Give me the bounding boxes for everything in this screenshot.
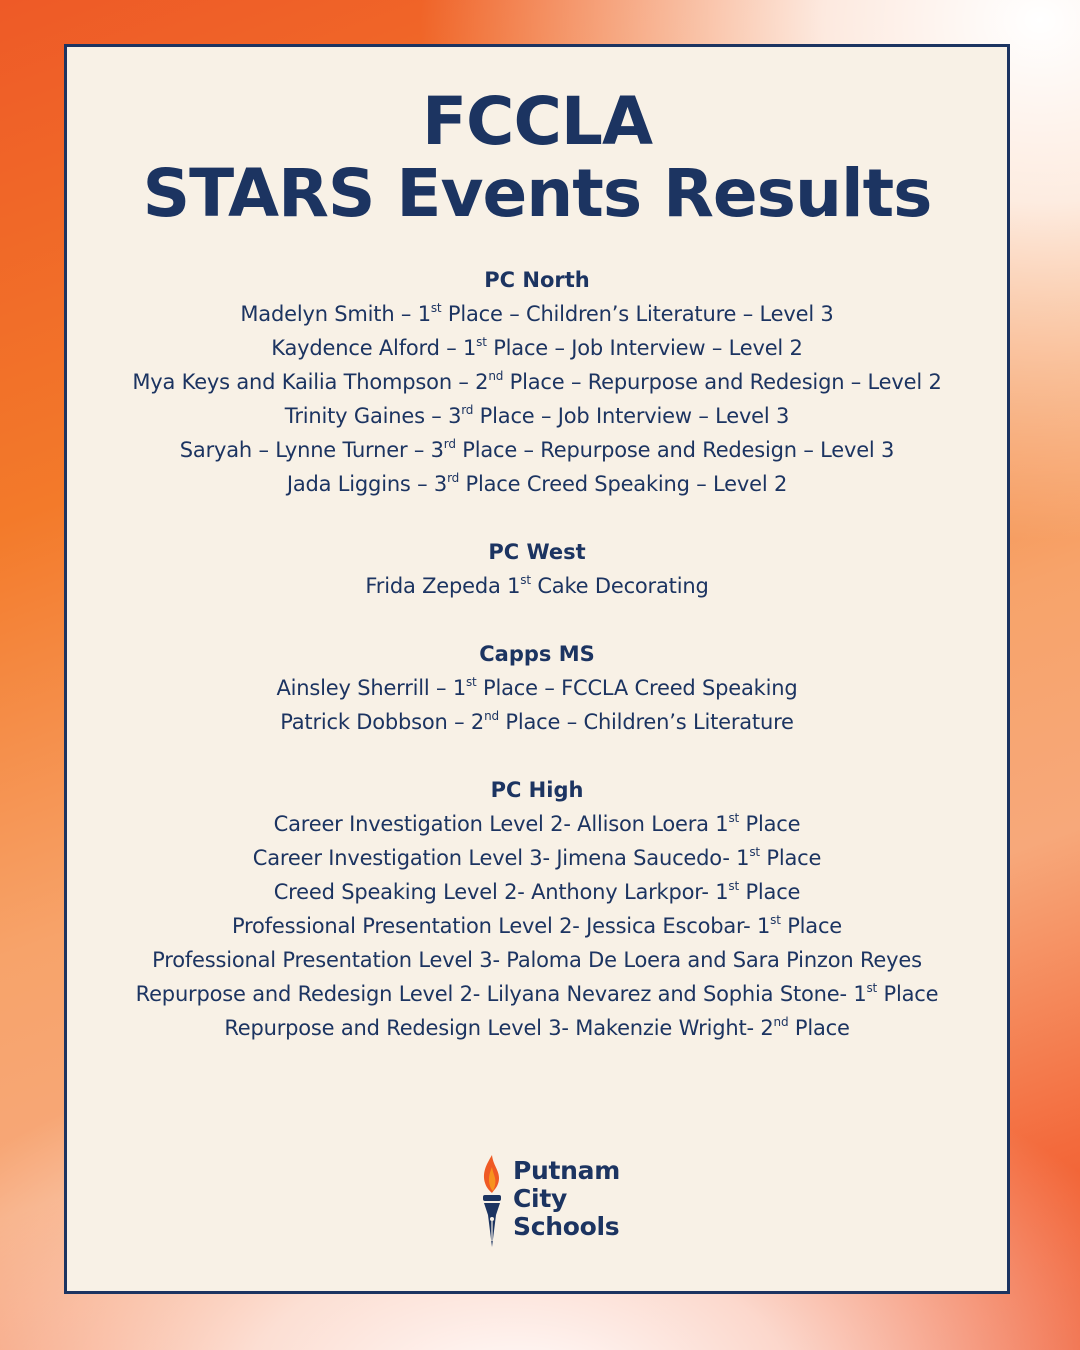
result-text: Ainsley Sherrill – 1 bbox=[276, 676, 466, 700]
section-heading: PC High bbox=[490, 778, 584, 802]
result-text-rest: Place bbox=[738, 880, 801, 904]
result-line bbox=[67, 841, 1007, 875]
page-title-line-1: FCCLA bbox=[421, 83, 653, 160]
ordinal-suffix: rd bbox=[461, 403, 474, 417]
result-text-rest: Place bbox=[877, 982, 939, 1006]
result-text-rest: Place bbox=[780, 914, 843, 938]
result-text-rest: Place bbox=[739, 812, 801, 836]
result-text-rest: Place – Children’s Literature bbox=[498, 710, 794, 734]
ordinal-suffix: st bbox=[520, 573, 531, 587]
section-heading: PC North bbox=[484, 268, 590, 292]
result-text-rest: Place bbox=[759, 846, 822, 870]
result-line bbox=[67, 331, 1007, 365]
result-line bbox=[67, 569, 1007, 603]
ordinal-suffix: nd bbox=[773, 1015, 789, 1029]
result-text-rest: Place – Job Interview – Level 3 bbox=[473, 404, 790, 428]
result-text: Mya Keys and Kailia Thompson – 2 bbox=[132, 370, 489, 394]
result-line bbox=[67, 705, 1007, 739]
result-text: Career Investigation Level 3- Jimena Saucedo- 1 bbox=[252, 846, 750, 870]
ordinal-suffix: st bbox=[430, 301, 442, 315]
result-text: Saryah – Lynne Turner – 3 bbox=[179, 438, 444, 462]
logo-wordmark bbox=[513, 1157, 620, 1241]
result-line bbox=[67, 807, 1007, 841]
result-line bbox=[67, 977, 1007, 1011]
result-text: Repurpose and Redesign Level 2- Lilyana Nevarez and Sophia Stone- 1 bbox=[135, 982, 867, 1006]
result-text: Jada Liggins – 3 bbox=[286, 472, 448, 496]
ordinal-suffix: st bbox=[770, 913, 781, 927]
result-text: Creed Speaking Level 2- Anthony Larkpor- 1 bbox=[273, 880, 729, 904]
result-line bbox=[67, 433, 1007, 467]
results-list bbox=[67, 263, 1007, 1079]
result-text: Professional Presentation Level 2- Jessica Escobar- 1 bbox=[231, 914, 771, 938]
result-line bbox=[67, 399, 1007, 433]
ordinal-suffix: st bbox=[728, 811, 740, 825]
logo-text-line-3: Schools bbox=[513, 1212, 620, 1241]
result-text-rest: Place – Repurpose and Redesign – Level 3 bbox=[455, 438, 895, 462]
section bbox=[67, 535, 1007, 603]
result-text: Frida Zepeda 1 bbox=[365, 574, 521, 598]
section-heading: PC West bbox=[488, 540, 586, 564]
section bbox=[67, 263, 1007, 501]
ordinal-suffix: st bbox=[749, 845, 760, 859]
ordinal-suffix: st bbox=[728, 879, 739, 893]
putnam-city-schools-logo bbox=[477, 1153, 637, 1249]
result-text-rest: Place – Job Interview – Level 2 bbox=[486, 336, 803, 360]
result-line bbox=[67, 671, 1007, 705]
result-line bbox=[67, 297, 1007, 331]
result-text-rest: Place – Children’s Literature – Level 3 bbox=[441, 302, 834, 326]
result-line bbox=[67, 875, 1007, 909]
result-text: Repurpose and Redesign Level 3- Makenzie Wright- 2 bbox=[224, 1016, 774, 1040]
ordinal-suffix: st bbox=[866, 981, 878, 995]
result-text-rest: Cake Decorating bbox=[530, 574, 709, 598]
result-line bbox=[67, 1011, 1007, 1045]
ordinal-suffix: st bbox=[476, 335, 487, 349]
ordinal-suffix: rd bbox=[447, 471, 460, 485]
result-text: Patrick Dobbson – 2 bbox=[280, 710, 485, 734]
result-text-rest: Place – Repurpose and Redesign – Level 2 bbox=[503, 370, 942, 394]
result-text-rest: Place Creed Speaking – Level 2 bbox=[459, 472, 788, 496]
ordinal-suffix: nd bbox=[488, 369, 504, 383]
results-card bbox=[64, 44, 1010, 1294]
result-line bbox=[67, 365, 1007, 399]
result-text-rest: Place – FCCLA Creed Speaking bbox=[476, 676, 798, 700]
section-heading: Capps MS bbox=[479, 642, 595, 666]
ordinal-suffix: st bbox=[465, 675, 477, 689]
page-title-line-2: STARS Events Results bbox=[142, 155, 932, 232]
ordinal-suffix: rd bbox=[443, 437, 456, 451]
logo-text-line-1: Putnam bbox=[513, 1156, 620, 1185]
result-line bbox=[67, 943, 1007, 977]
result-text: Madelyn Smith – 1 bbox=[240, 302, 431, 326]
result-text: Trinity Gaines – 3 bbox=[284, 404, 462, 428]
result-text: Career Investigation Level 2- Allison Loera 1 bbox=[273, 812, 729, 836]
section bbox=[67, 773, 1007, 1045]
section bbox=[67, 637, 1007, 739]
torch-icon bbox=[477, 1153, 507, 1249]
result-text: Professional Presentation Level 3- Paloma De Loera and Sara Pinzon Reyes bbox=[152, 948, 922, 972]
ordinal-suffix: nd bbox=[484, 709, 499, 723]
logo-text-line-2: City bbox=[513, 1184, 567, 1213]
result-text-rest: Place bbox=[788, 1016, 850, 1040]
result-line bbox=[67, 467, 1007, 501]
result-line bbox=[67, 909, 1007, 943]
result-text: Kaydence Alford – 1 bbox=[271, 336, 477, 360]
